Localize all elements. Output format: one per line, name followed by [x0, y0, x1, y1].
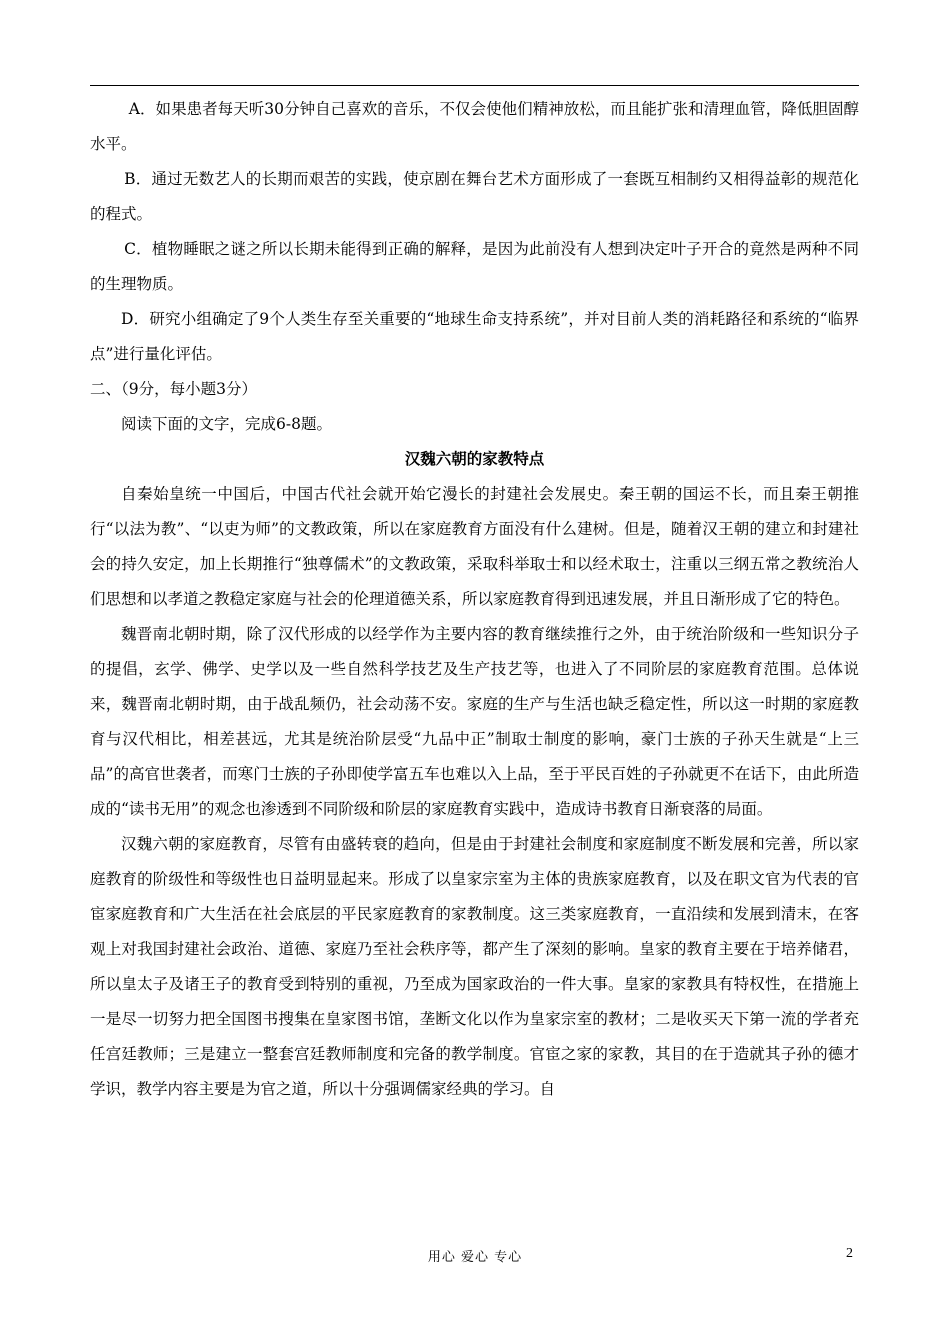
- footer-motto: 用心 爱心 专心: [427, 1250, 523, 1265]
- option-c: C．植物睡眠之谜之所以长期未能得到正确的解释，是因为此前没有人想到决定叶子开合的竟然是两种不同的生理物质。: [90, 240, 859, 293]
- article-title: 汉魏六朝的家教特点: [404, 450, 545, 468]
- section-heading: 二、（9分，每小题3分）: [90, 380, 257, 398]
- page-number: 2: [846, 1246, 853, 1261]
- header-rule: [90, 85, 859, 86]
- article-paragraph-3: 汉魏六朝的家庭教育，尽管有由盛转衰的趋向，但是由于封建社会制度和家庭制度不断发展和完善，所以家庭教育的阶级性和等级性也日益明显起来。形成了以皇家宗室为主体的贵族家庭教育，以及在职文官为代表的官宦家庭教育和广大生活在社会底层的平民家庭教育的家教制度。这三类家庭教育，一直沿续和发展到清末，在客观上对我国封建社会政治、道德、家庭乃至社会秩序等，都产生了深刻的影响。皇家的教育主要在于培养储君，所以皇太子及诸王子的教育受到特别的重视，乃至成为国家政治的一件大事。皇家的家教具有特权性，在措施上一是尽一切努力把全国图书搜集在皇家图书馆，垄断文化以作为皇家宗室的教材；二是收买天下第一流的学者充任宫廷教师；三是建立一整套宫廷教师制度和完备的教学制度。官宦之家的家教，其目的在于造就其子孙的德才学识，教学内容主要是为官之道，所以十分强调儒家经典的学习。自: [90, 835, 859, 1098]
- section-instruction: 阅读下面的文字，完成6-8题。: [121, 415, 332, 433]
- option-a: A．如果患者每天听30分钟自己喜欢的音乐，不仅会使他们精神放松，而且能扩张和清理血管，降低胆固醇水平。: [90, 100, 859, 153]
- page-content: [90, 92, 859, 1107]
- article-paragraph-2: 魏晋南北朝时期，除了汉代形成的以经学作为主要内容的教育继续推行之外，由于统治阶级和一些知识分子的提倡，玄学、佛学、史学以及一些自然科学技艺及生产技艺等，也进入了不同阶层的家庭教育范围。总体说来，魏晋南北朝时期，由于战乱频仍，社会动荡不安。家庭的生产与生活也缺乏稳定性，所以这一时期的家庭教育与汉代相比，相差甚远，尤其是统治阶层受“九品中正”制取士制度的影响，豪门士族的子孙天生就是“上三品”的高官世袭者，而寒门士族的子孙即使学富五车也难以入上品，至于平民百姓的子孙就更不在话下，由此所造成的“读书无用”的观念也渗透到不同阶级和阶层的家庭教育实践中，造成诗书教育日渐衰落的局面。: [90, 625, 859, 818]
- option-b: B．通过无数艺人的长期而艰苦的实践，使京剧在舞台艺术方面形成了一套既互相制约又相得益彰的规范化的程式。: [90, 170, 859, 223]
- option-d: D．研究小组确定了9个人类生存至关重要的“地球生命支持系统”，并对目前人类的消耗路径和系统的“临界点”进行量化评估。: [90, 310, 859, 363]
- article-paragraph-1: 自秦始皇统一中国后，中国古代社会就开始它漫长的封建社会发展史。秦王朝的国运不长，而且秦王朝推行“以法为教”、“以吏为师”的文教政策，所以在家庭教育方面没有什么建树。但是，随着汉王朝的建立和封建社会的持久安定，加上长期推行“独尊儒术”的文教政策，采取科举取士和以经术取士，注重以三纲五常之教统治人们思想和以孝道之教稳定家庭与社会的伦理道德关系，所以家庭教育得到迅速发展，并且日渐形成了它的特色。: [90, 485, 859, 608]
